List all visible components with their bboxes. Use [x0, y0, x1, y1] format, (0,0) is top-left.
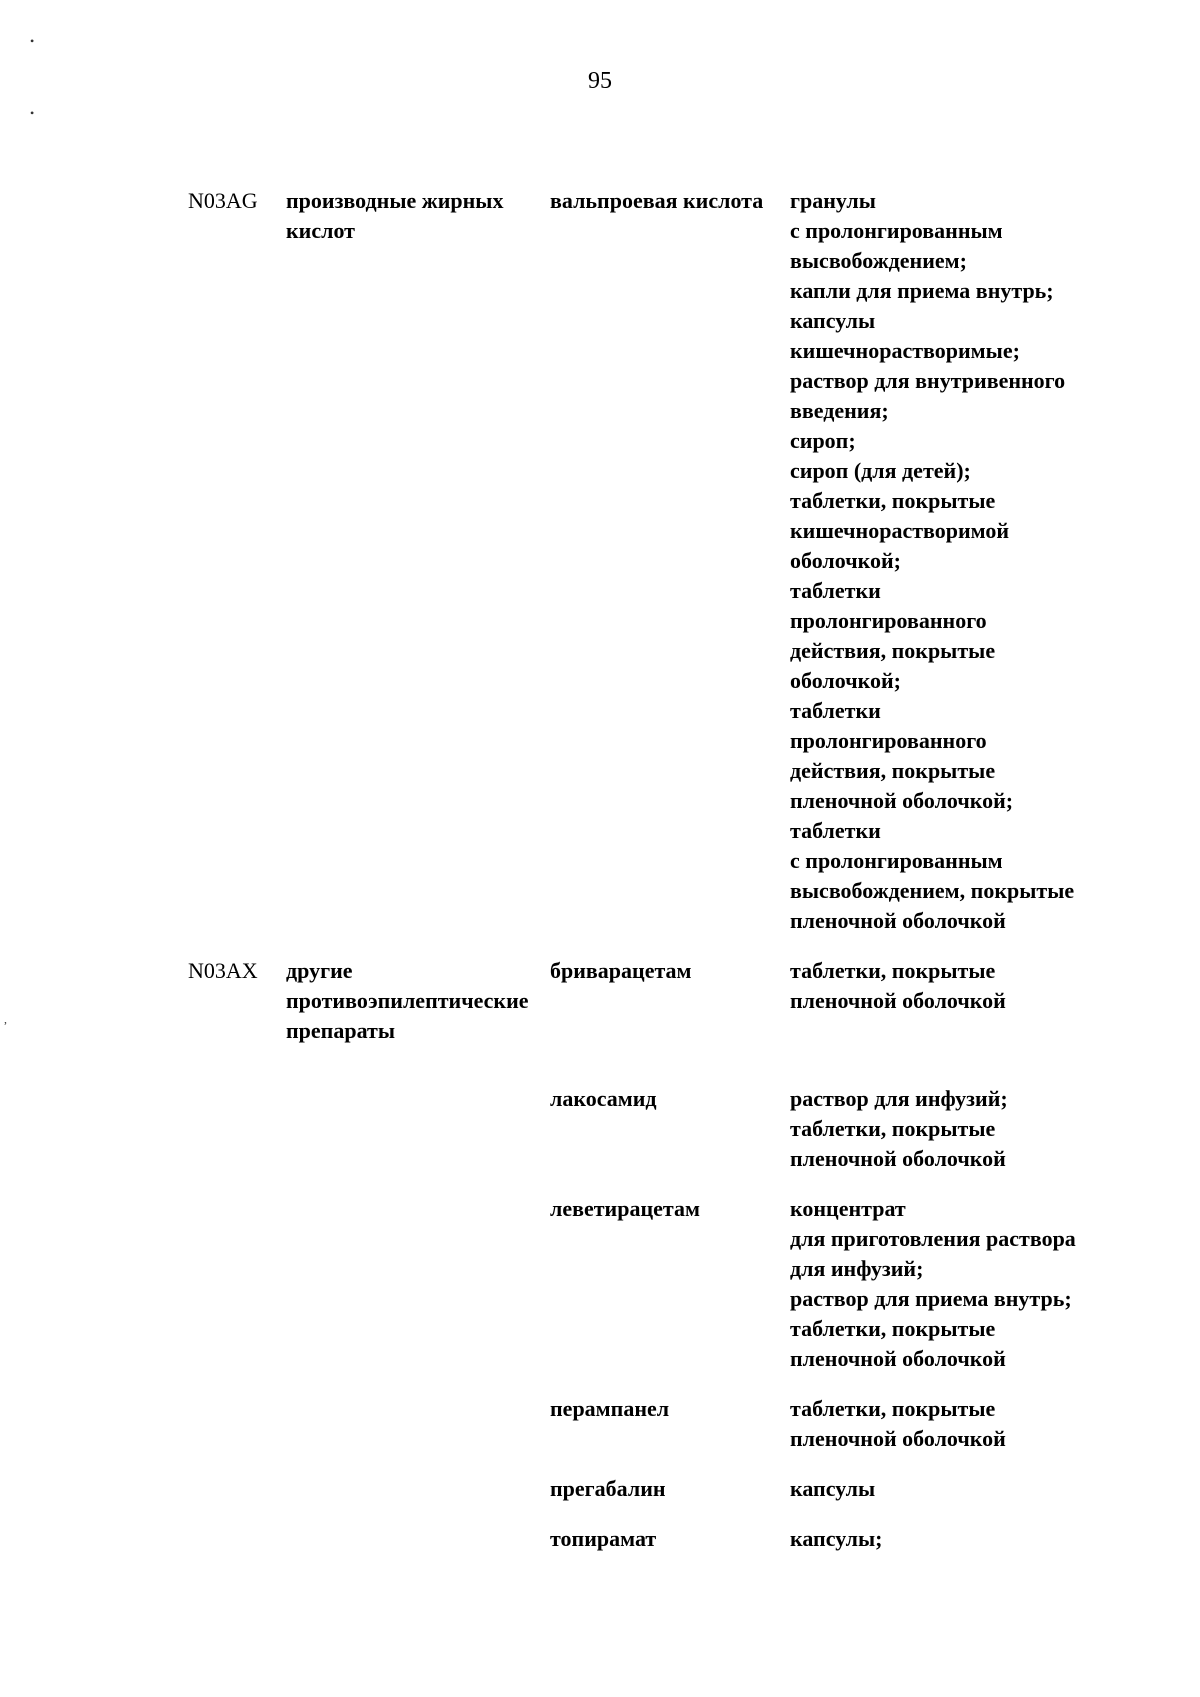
dosage-form-cell — [790, 1046, 1108, 1174]
atc-code-cell — [188, 1504, 286, 1554]
group-cell-line: другие — [286, 958, 353, 983]
atc-code-cell — [188, 1046, 286, 1174]
table-row — [188, 1174, 1108, 1374]
atc-code-cell — [188, 1174, 286, 1374]
drug-name-cell-line: леветирацетам — [550, 1196, 700, 1221]
drug-name-cell — [550, 186, 790, 936]
atc-code-cell: N03AG — [188, 188, 258, 213]
dosage-form-cell — [790, 1454, 1108, 1504]
dosage-form-cell-line: оболочкой; — [790, 548, 901, 573]
group-cell-line: препараты — [286, 1018, 396, 1043]
dosage-form-cell-line: капсулы — [790, 1476, 876, 1501]
group-cell-line: производные жирных — [286, 188, 504, 213]
atc-code-cell — [188, 1374, 286, 1454]
drug-name-cell-line: вальпроевая кислота — [550, 188, 764, 213]
dosage-form-cell-line: концентрат — [790, 1196, 906, 1221]
group-cell — [286, 936, 550, 1046]
dosage-form-cell-line: кишечнорастворимой — [790, 518, 1010, 543]
dosage-form-cell-line: пленочной оболочкой — [790, 1426, 1006, 1451]
dosage-form-cell-line: раствор для инфузий; — [790, 1086, 1008, 1111]
table-row — [188, 1374, 1108, 1454]
drug-name-cell-line: бриварацетам — [550, 958, 692, 983]
drug-name-cell — [550, 1504, 790, 1554]
group-cell — [286, 1174, 550, 1374]
dosage-form-cell-line: с пролонгированным — [790, 848, 1003, 873]
dosage-form-cell-line: раствор для внутривенного — [790, 368, 1066, 393]
dosage-form-cell-line: гранулы — [790, 188, 876, 213]
dosage-form-cell-line: для приготовления раствора — [790, 1226, 1076, 1251]
dosage-form-cell — [790, 936, 1108, 1046]
scan-artifact-mark: • — [30, 34, 35, 48]
drug-name-cell-line: перампанел — [550, 1396, 670, 1421]
dosage-form-cell-line: пленочной оболочкой — [790, 988, 1006, 1013]
group-cell — [286, 1504, 550, 1554]
atc-code-cell — [188, 1454, 286, 1504]
atc-code-cell: N03AX — [188, 958, 258, 983]
drug-name-cell — [550, 1046, 790, 1174]
dosage-form-cell-line: таблетки, покрытые — [790, 1316, 996, 1341]
scan-artifact-mark: , — [4, 1012, 7, 1026]
table-row — [188, 1504, 1108, 1554]
dosage-form-cell-line: действия, покрытые — [790, 638, 996, 663]
drug-name-cell-line: лакосамид — [550, 1086, 657, 1111]
dosage-form-cell-line: оболочкой; — [790, 668, 901, 693]
scan-artifact-mark: • — [30, 106, 35, 120]
dosage-form-cell-line: таблетки, покрытые — [790, 1396, 996, 1421]
dosage-form-cell-line: с пролонгированным — [790, 218, 1003, 243]
dosage-form-cell-line: таблетки — [790, 698, 881, 723]
drug-name-cell — [550, 1174, 790, 1374]
dosage-form-cell-line: высвобождением; — [790, 248, 967, 273]
dosage-form-cell-line: капсулы — [790, 308, 876, 333]
group-cell-line: кислот — [286, 218, 355, 243]
table-row — [188, 186, 1108, 936]
dosage-form-cell-line: таблетки, покрытые — [790, 1116, 996, 1141]
dosage-form-cell-line: пленочной оболочкой — [790, 908, 1006, 933]
dosage-form-cell-line: высвобождением, покрытые — [790, 878, 1075, 903]
table-row — [188, 1046, 1108, 1174]
page-number: 95 — [588, 68, 612, 94]
dosage-form-cell-line: пролонгированного — [790, 608, 987, 633]
group-cell — [286, 1454, 550, 1504]
dosage-form-cell-line: пленочной оболочкой — [790, 1346, 1006, 1371]
dosage-form-cell — [790, 1174, 1108, 1374]
dosage-form-cell-line: раствор для приема внутрь; — [790, 1286, 1072, 1311]
dosage-form-cell-line: кишечнорастворимые; — [790, 338, 1020, 363]
dosage-form-cell-line: сироп (для детей); — [790, 458, 971, 483]
group-cell — [286, 1374, 550, 1454]
drug-name-cell — [550, 936, 790, 1046]
dosage-form-cell — [790, 186, 1108, 936]
group-cell-line: противоэпилептические — [286, 988, 529, 1013]
dosage-form-cell-line: пролонгированного — [790, 728, 987, 753]
dosage-form-cell-line: таблетки — [790, 818, 881, 843]
dosage-form-cell-line: сироп; — [790, 428, 856, 453]
dosage-form-cell-line: введения; — [790, 398, 889, 423]
dosage-form-cell — [790, 1504, 1108, 1554]
drug-name-cell-line: топирамат — [550, 1526, 657, 1551]
dosage-form-cell-line: для инфузий; — [790, 1256, 924, 1281]
table-row — [188, 1454, 1108, 1504]
dosage-form-cell-line: таблетки, покрытые — [790, 488, 996, 513]
drug-name-cell-line: прегабалин — [550, 1476, 666, 1501]
dosage-form-cell-line: таблетки, покрытые — [790, 958, 996, 983]
table-row — [188, 936, 1108, 1046]
dosage-form-cell-line: пленочной оболочкой — [790, 1146, 1006, 1171]
dosage-form-cell-line: пленочной оболочкой; — [790, 788, 1014, 813]
dosage-form-cell-line: действия, покрытые — [790, 758, 996, 783]
group-cell — [286, 1046, 550, 1174]
dosage-form-cell — [790, 1374, 1108, 1454]
dosage-form-cell-line: таблетки — [790, 578, 881, 603]
drug-name-cell — [550, 1374, 790, 1454]
dosage-form-cell-line: капли для приема внутрь; — [790, 278, 1054, 303]
dosage-form-cell-line: капсулы; — [790, 1526, 883, 1551]
table-body — [188, 186, 1108, 1554]
group-cell — [286, 186, 550, 936]
drug-table — [188, 186, 1108, 1554]
drug-name-cell — [550, 1454, 790, 1504]
